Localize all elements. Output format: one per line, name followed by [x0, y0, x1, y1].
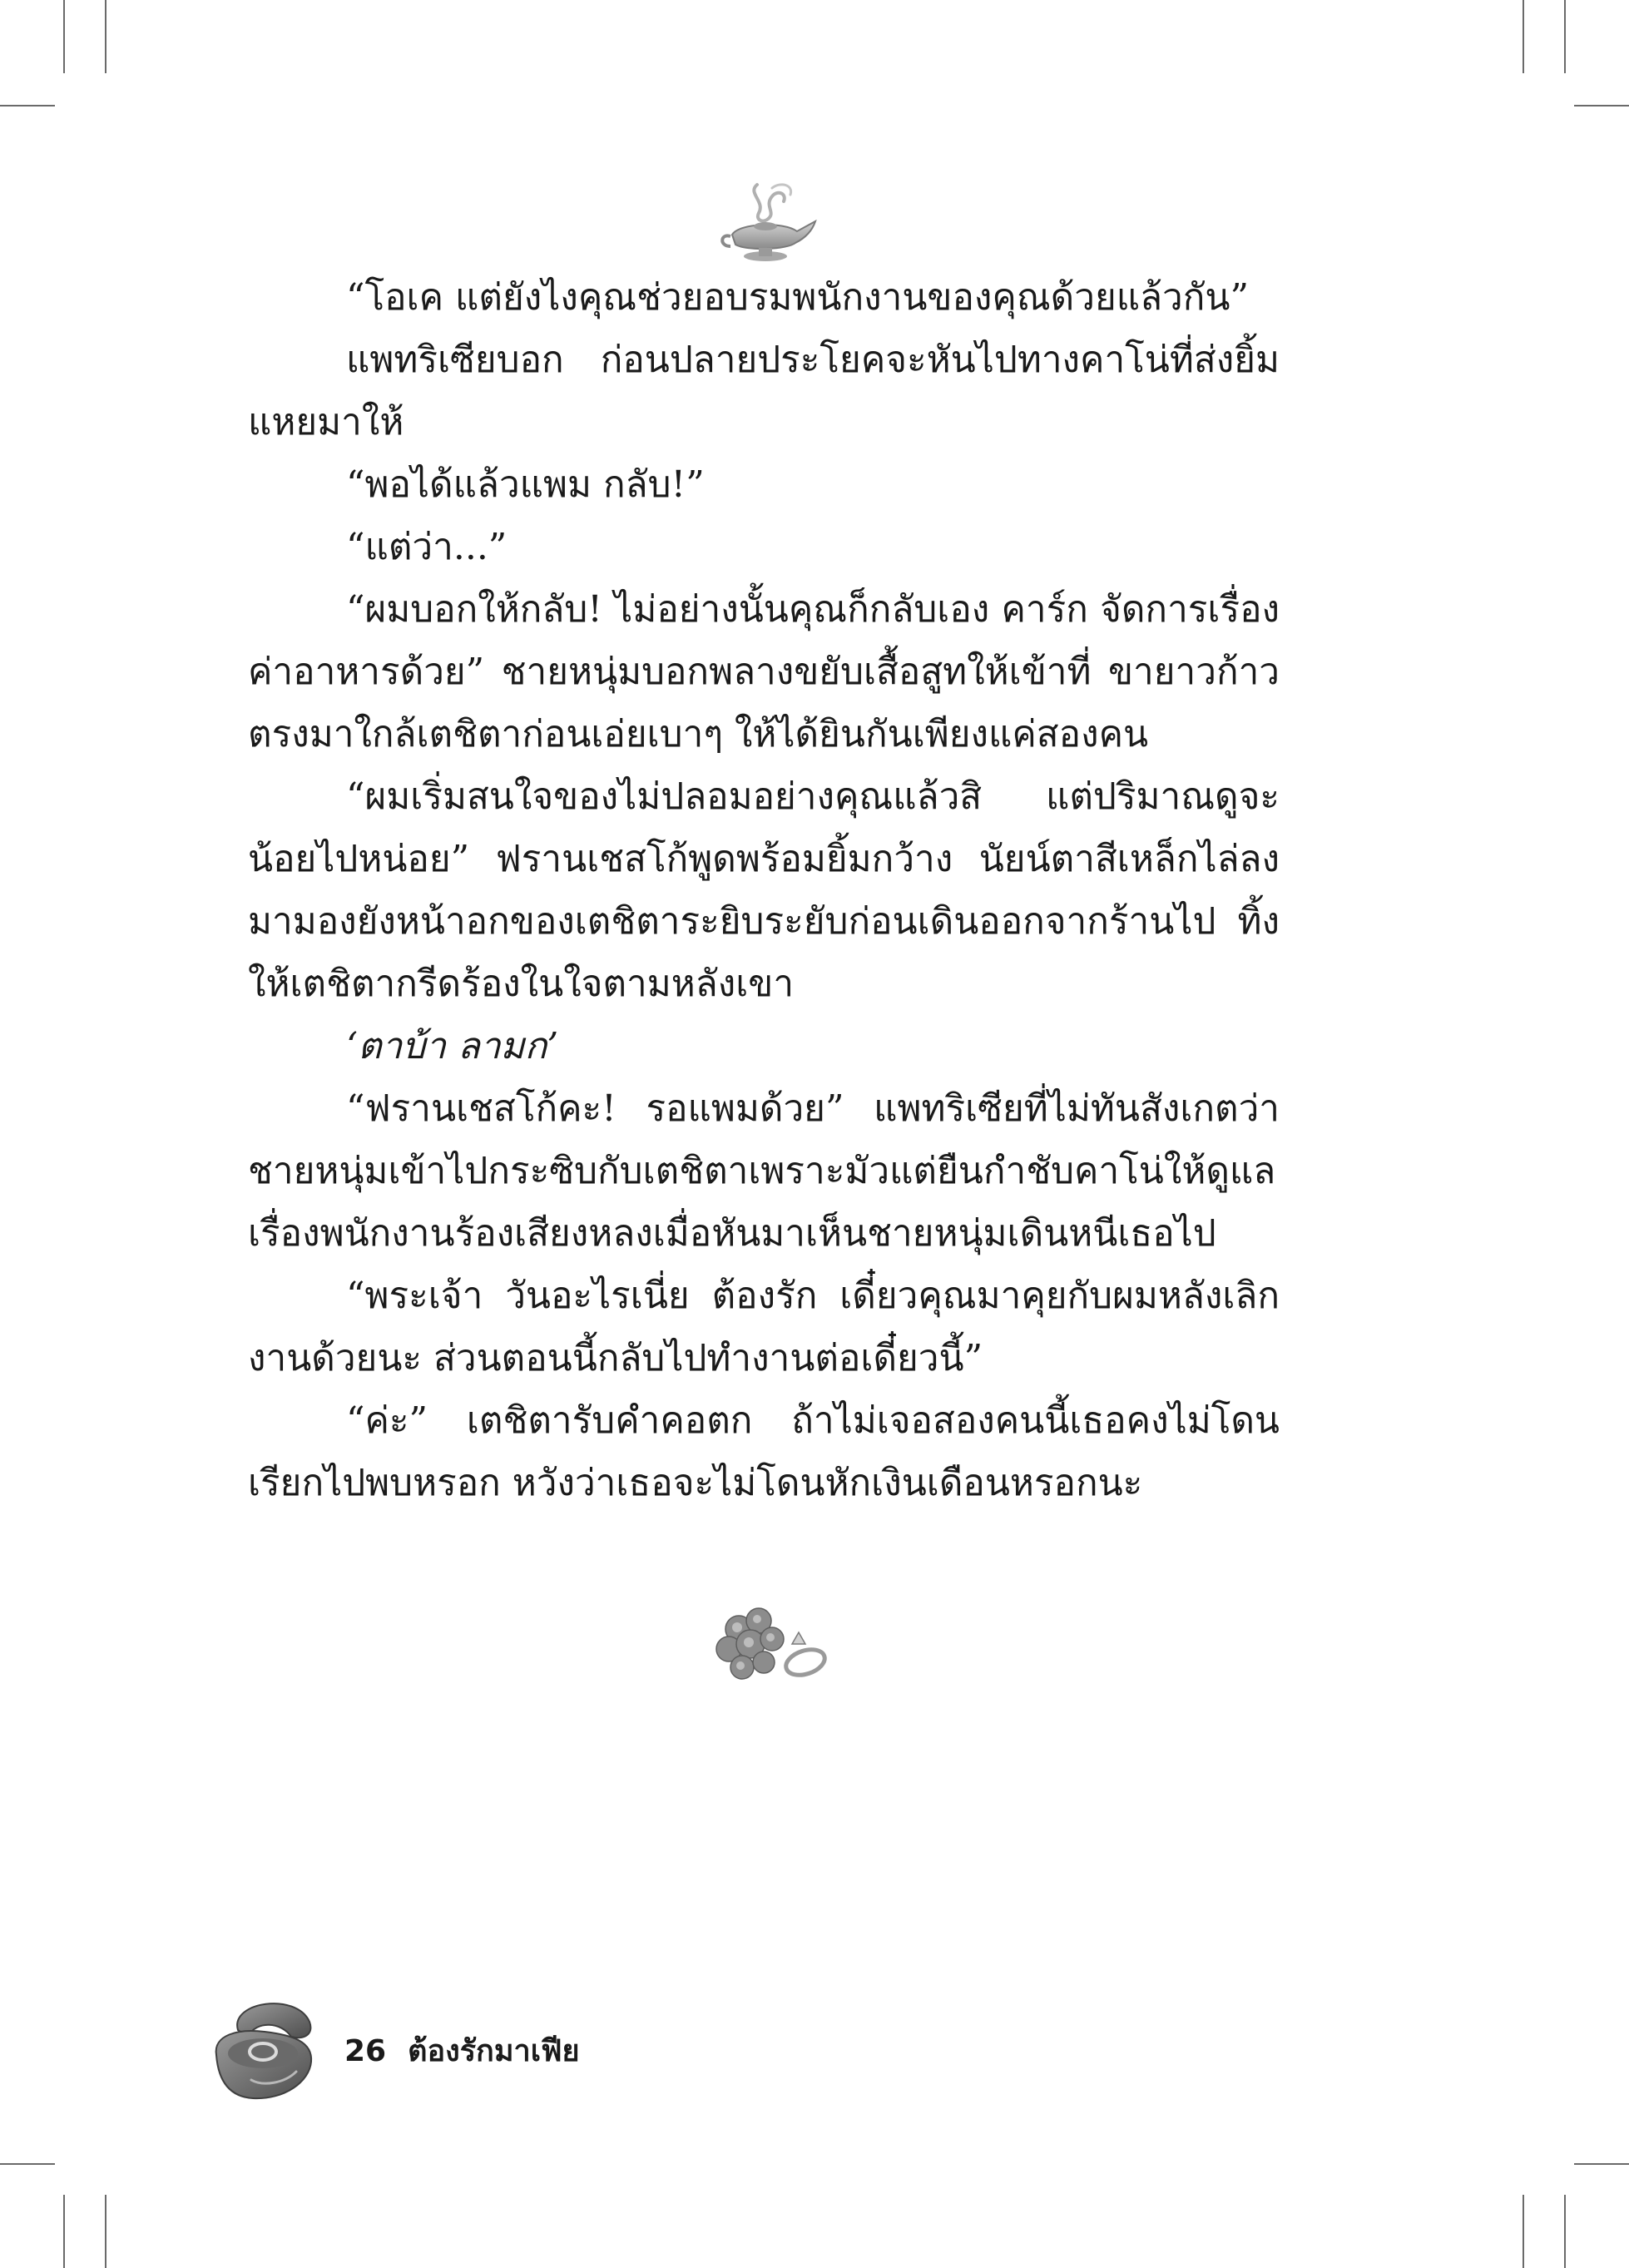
flower-bouquet-ring-icon	[699, 1596, 840, 1692]
crop-mark	[1523, 0, 1524, 73]
crop-mark	[1564, 0, 1566, 73]
ring-box-icon	[205, 1985, 326, 2108]
crop-mark	[0, 105, 55, 106]
crop-mark	[1574, 105, 1629, 106]
paragraph: “ค่ะ” เตชิตารับคำคอตก ถ้าไม่เจอสองคนนี้เธอคงไม่โดนเรียกไปพบหรอก หวังว่าเธอจะไม่โดนหักเงินเดือนหรอกนะ	[248, 1399, 1280, 1504]
book-title: ต้องรักมาเฟีย	[408, 2034, 580, 2068]
crop-mark	[1523, 2195, 1524, 2268]
crop-mark	[105, 0, 106, 73]
paragraph: “ผมเริ่มสนใจของไม่ปลอมอย่างคุณแล้วสิ แต่ปริมาณดูจะน้อยไปหน่อย” ฟรานเชสโก้พูดพร้อมยิ้มกว้าง นัยน์ตาสีเหล็กไล่ลงมามองยังหน้าอกของเตชิตาระยิบระยับก่อนเดินออกจากร้านไป ทิ้งให้เตชิตากรีดร้องในใจตามหลังเขา	[248, 775, 1280, 1005]
paragraph-italic-thought: ‘ตาบ้า ลามก’	[346, 1025, 559, 1067]
crop-mark	[63, 2195, 65, 2268]
crop-mark	[1574, 2163, 1629, 2165]
paragraph: “โอเค แต่ยังไงคุณช่วยอบรมพนักงานของคุณด้วยแล้วกัน”	[346, 276, 1249, 319]
paragraph: “ผมบอกให้กลับ! ไม่อย่างนั้นคุณก็กลับเอง คาร์ก จัดการเรื่องค่าอาหารด้วย” ชายหนุ่มบอกพลางขยับเสื้อสูทให้เข้าที่ ขายาวก้าวตรงมาใกล้เตชิตาก่อนเอ่ยเบาๆ ให้ได้ยินกันเพียงแค่สองคน	[248, 588, 1280, 755]
page-footer	[344, 2033, 580, 2070]
crop-mark	[1564, 2195, 1566, 2268]
crop-mark	[0, 2163, 55, 2165]
page-number: 26	[344, 2034, 387, 2068]
crop-mark	[105, 2195, 106, 2268]
paragraph: “พอได้แล้วแพม กลับ!”	[346, 463, 705, 506]
paragraph: “แต่ว่า...”	[346, 526, 508, 568]
genie-lamp-icon	[714, 176, 822, 268]
paragraph: แพทริเซียบอก ก่อนปลายประโยคจะหันไปทางคาโน่ที่ส่งยิ้มแหยมาให้	[248, 339, 1280, 443]
chapter-body-text	[248, 266, 1280, 1514]
paragraph: “พระเจ้า วันอะไรเนี่ย ต้องรัก เดี๋ยวคุณมาคุยกับผมหลังเลิกงานด้วยนะ ส่วนตอนนี้กลับไปทำงานต่อเดี๋ยวนี้”	[248, 1275, 1280, 1379]
paragraph: “ฟรานเชสโก้คะ! รอแพมด้วย” แพทริเซียที่ไม่ทันสังเกตว่าชายหนุ่มเข้าไปกระซิบกับเตชิตาเพราะมัวแต่ยืนกำชับคาโน่ให้ดูแลเรื่องพนักงานร้องเสียงหลงเมื่อหันมาเห็นชายหนุ่มเดินหนีเธอไป	[248, 1087, 1280, 1255]
crop-mark	[63, 0, 65, 73]
